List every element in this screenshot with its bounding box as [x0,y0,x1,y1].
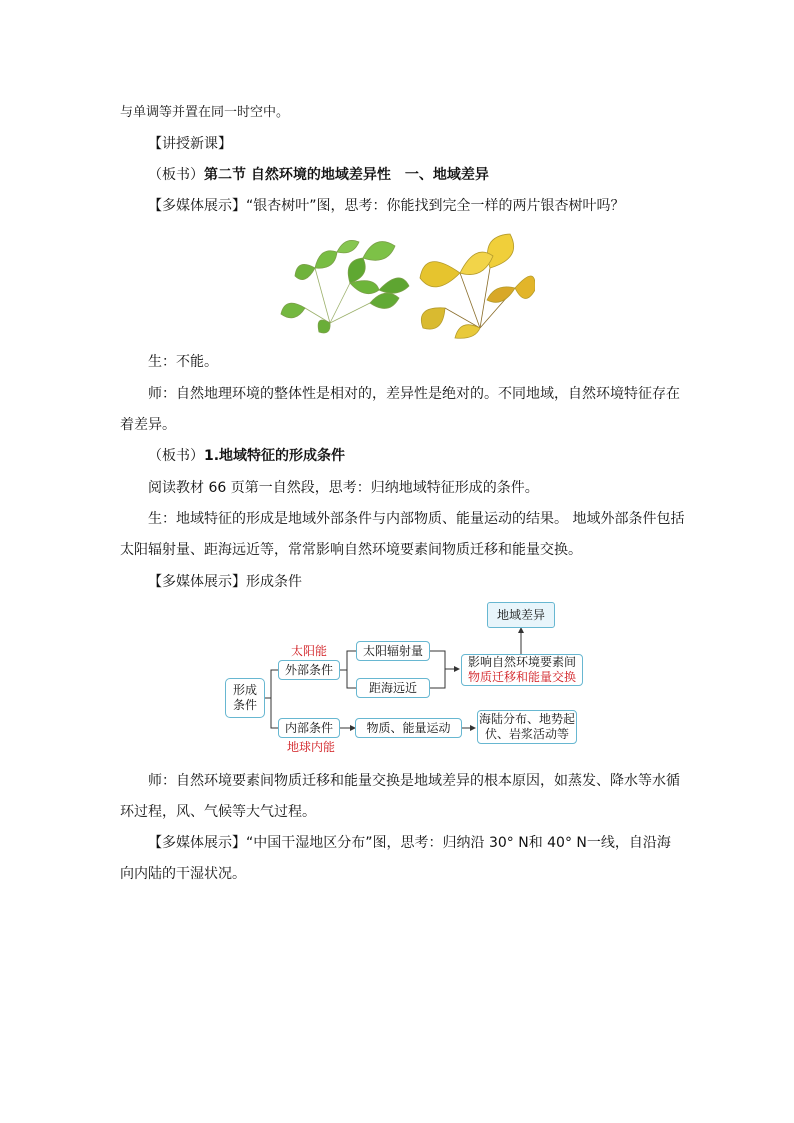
yellow-ginkgo-leaves [420,234,535,338]
internal-conditions-box: 内部条件 [278,718,340,738]
board-prefix: （板书） [148,448,204,464]
solar-radiation-box: 太阳辐射量 [356,641,430,661]
text-line-1: 与单调等并置在同一时空中。 [120,105,290,120]
formation-conditions-diagram [225,598,595,758]
text-line-13: 师：自然环境要素间物质迁移和能量交换是地域差异的根本原因，如蒸发、降水等水循 [148,773,680,789]
board-title: 1.地域特征的形成条件 [204,448,346,464]
formation-label-line1: 形成 [232,683,257,697]
sea-distance-box: 距海远近 [356,678,430,698]
board-heading-1 [148,165,489,185]
influence-line2: 物质迁移和能量交换 [467,670,576,684]
earth-energy-label: 地球内能 [287,740,336,754]
text-line-15: 【多媒体展示】“中国干湿地区分布”图，思考：归纳沿 30° N和 40° N一线，自沿海 [148,835,671,851]
ginkgo-leaves-image [275,228,535,340]
text-line-4: 【多媒体展示】“银杏树叶”图，思考：你能找到完全一样的两片银杏树叶吗？ [148,198,625,214]
text-line-6: 师：自然地理环境的整体性是相对的，差异性是绝对的。不同地域，自然环境特征存在 [148,386,680,402]
land-sea-line1: 海陆分布、地势起 [478,712,575,726]
text-line-5: 生：不能。 [148,354,218,370]
board-title: 第二节 自然环境的地域差异性 一、地域差异 [204,167,489,183]
text-line-7: 着差异。 [120,417,176,433]
text-line-10: 生：地域特征的形成是地域外部条件与内部物质、能量运动的结果。 地域外部条件包括 [148,511,685,527]
text-line-16: 向内陆的干湿状况。 [120,866,246,882]
solar-energy-label: 太阳能 [291,644,328,658]
formation-label-line2: 条件 [232,698,257,712]
text-line-12: 【多媒体展示】形成条件 [148,574,302,590]
board-heading-2 [148,446,345,466]
regional-difference-box: 地域差异 [487,602,555,628]
text-line-9: 阅读教材 66 页第一自然段，思考：归纳地域特征形成的条件。 [148,480,539,496]
section-heading: 【讲授新课】 [148,136,232,152]
influence-line1: 影响自然环境要素间 [467,655,576,669]
board-prefix: （板书） [148,167,204,183]
land-sea-line2: 伏、岩浆活动等 [484,727,569,741]
green-ginkgo-leaves [281,240,409,333]
land-sea-box [477,710,577,744]
text-line-11: 太阳辐射量、距海远近等，常常影响自然环境要素间物质迁移和能量交换。 [120,542,582,558]
external-conditions-box: 外部条件 [278,660,340,680]
text-line-14: 环过程，风、气候等大气过程。 [120,804,316,820]
formation-conditions-box [225,678,265,718]
influence-box [461,654,583,686]
matter-energy-box: 物质、能量运动 [355,718,462,738]
